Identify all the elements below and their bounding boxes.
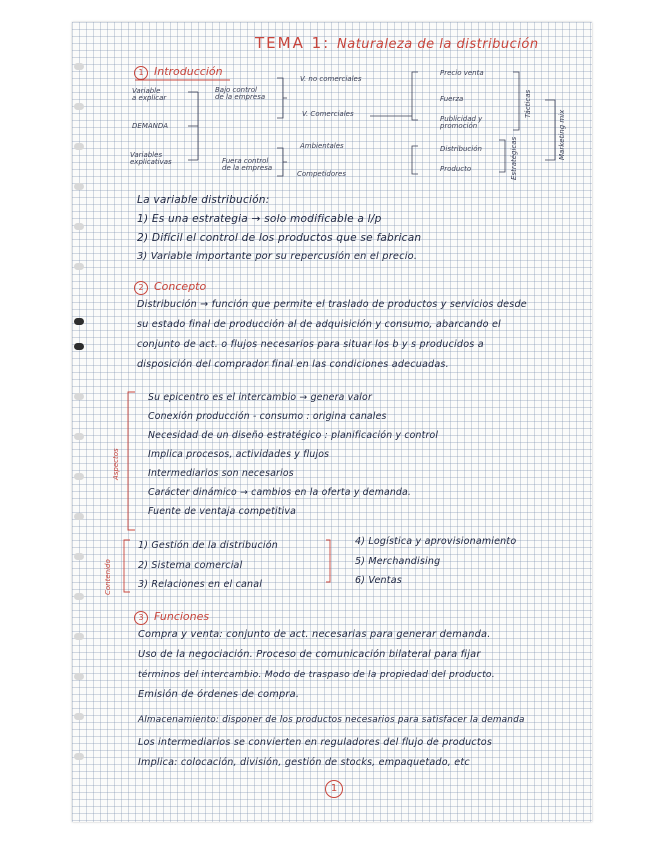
section-number: 2 [134,281,148,295]
explicativas-label: Variables explicativas [130,151,172,167]
v-no-comerciales-label: V. no comerciales [300,75,362,83]
concepto-line: conjunto de act. o flujos necesarios para situar los b y s producidos a [137,339,484,350]
ambientales-label: Ambientales [300,142,344,150]
concepto-line: Distribución → función que permite el traslado de productos y servicios desde [137,299,527,310]
title-main: TEMA 1: [255,34,331,52]
v-comerciales-label: V. Comerciales [302,110,354,118]
funciones-line: Los intermediarios se convierten en reguladores del flujo de productos [138,737,493,748]
concepto-line: disposición del comprador final en las condiciones adecuadas. [137,359,449,370]
section-number: 1 [134,66,148,80]
aspecto-item: Fuente de ventaja competitiva [148,506,296,517]
fuerza-label: Fuerza [440,95,464,103]
variable-point: 3) Variable importante por su repercusión en el precio. [137,251,418,262]
contenido-item: 5) Merchandising [355,556,441,567]
variable-point: 2) Difícil el control de los productos que se fabrican [137,232,422,244]
aspecto-item: Conexión producción - consumo : origina canales [148,411,387,422]
contenido-item: 2) Sistema comercial [138,560,243,571]
concepto-line: su estado final de producción al de adquisición y consumo, abarcando el [137,319,501,330]
section-heading-concepto: 2 Concepto [134,281,206,295]
demanda-label: DEMANDA [132,122,169,130]
bajo-control-label: Bajo control de la empresa [215,86,266,102]
fuera-control-label: Fuera control de la empresa [222,157,273,173]
variable-distribucion-heading: La variable distribución: [137,194,270,206]
precio-venta-label: Precio venta [440,69,484,77]
page-number: 1 [325,780,343,798]
estrategicas-label: Estratégicas [510,136,518,180]
funciones-line: términos del intercambio. Modo de traspaso de la propiedad del producto. [138,669,495,680]
variable-point: 1) Es una estrategia → solo modificable a l/p [137,213,382,225]
publicidad-label: Publicidad y promoción [440,115,483,131]
section-heading-introduccion: 1 Introducción [134,66,223,80]
funciones-line: Almacenamiento: disponer de los productos necesarios para satisfacer la demanda [138,715,525,725]
funciones-line: Compra y venta: conjunto de act. necesarias para generar demanda. [138,629,491,640]
aspecto-item: Carácter dinámico → cambios en la oferta y demanda. [148,487,412,498]
section-heading-funciones: 3 Funciones [134,611,209,625]
contenido-item: 1) Gestión de la distribución [138,540,278,551]
funciones-line: Implica: colocación, división, gestión de stocks, empaquetado, etc [138,757,470,768]
contenido-item: 4) Logística y aprovisionamiento [355,536,517,547]
aspecto-item: Su epicentro es el intercambio → genera valor [148,392,372,403]
aspecto-item: Intermediarios son necesarios [148,468,294,479]
contenido-item: 6) Ventas [355,575,402,586]
title-sub: Naturaleza de la distribución [337,37,539,52]
contenido-item: 3) Relaciones en el canal [138,579,263,590]
producto-label: Producto [440,165,472,173]
section-number: 3 [134,611,148,625]
contenido-label: Contenido [104,559,112,595]
funciones-line: Emisión de órdenes de compra. [138,689,300,700]
variable-label: Variable a explicar [132,87,167,103]
competidores-label: Competidores [297,170,346,178]
distribucion-label: Distribución [440,145,482,153]
aspecto-item: Implica procesos, actividades y flujos [148,449,330,460]
page-title [255,36,539,51]
aspecto-item: Necesidad de un diseño estratégico : planificación y control [148,430,439,441]
tacticas-label: Tácticas [524,89,532,118]
marketing-mix-label: Marketing mix [558,109,566,160]
aspectos-label: Aspectos [112,448,120,480]
funciones-line: Uso de la negociación. Proceso de comunicación bilateral para fijar [138,649,481,660]
